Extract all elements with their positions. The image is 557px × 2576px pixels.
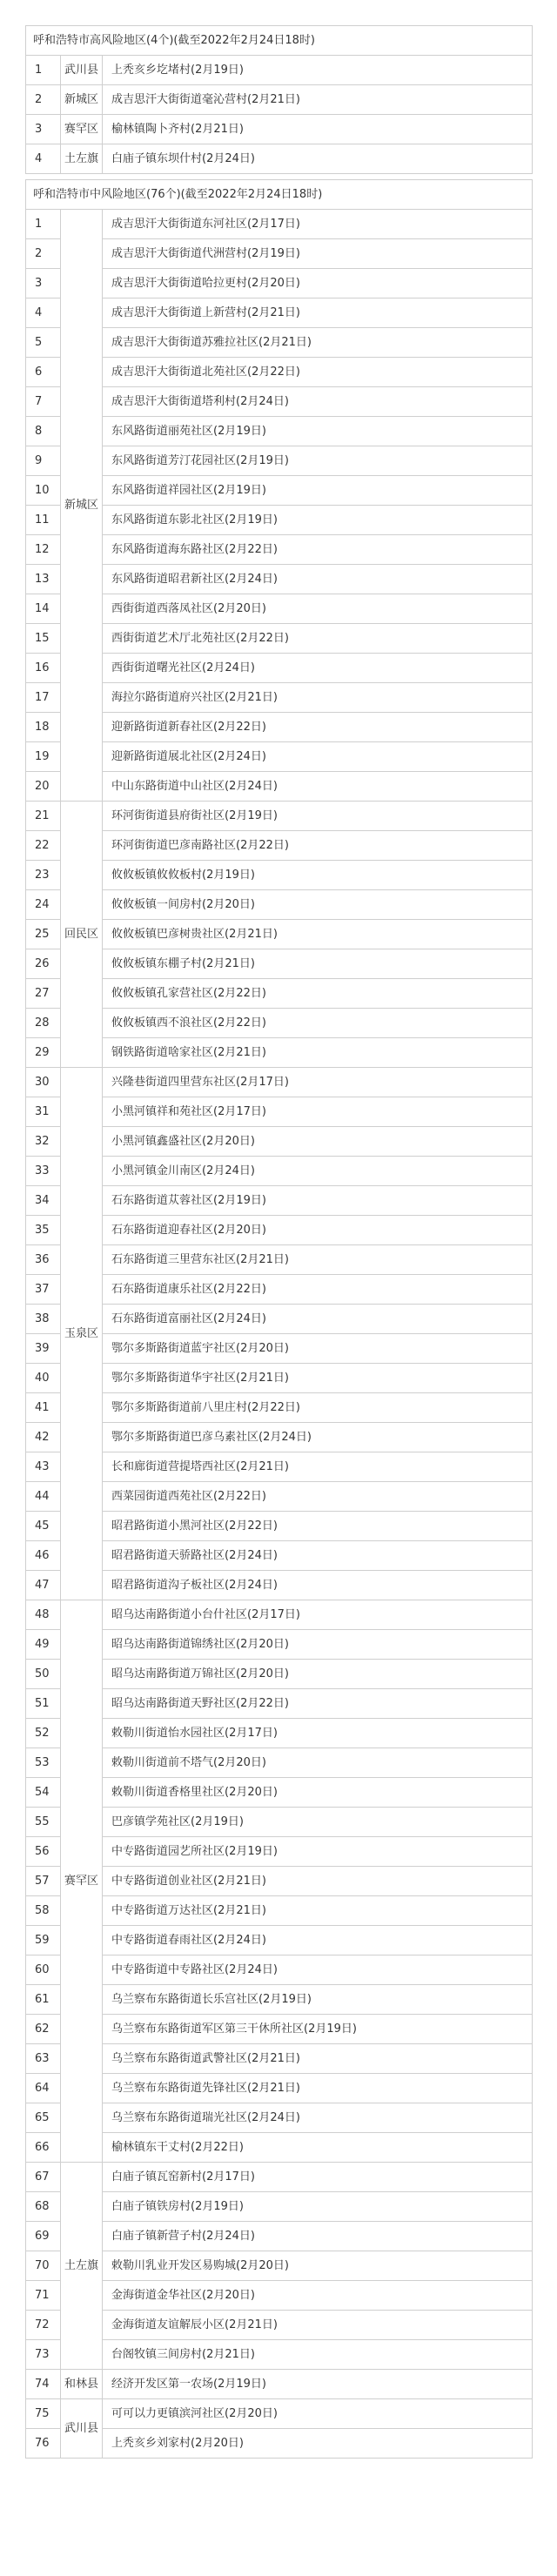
table-row bbox=[26, 1719, 533, 1748]
table-row bbox=[26, 2370, 533, 2399]
row-number: 5 bbox=[26, 328, 61, 358]
place-name: 鄂尔多斯路街道华宇社区(2月21日) bbox=[103, 1364, 533, 1393]
table-row bbox=[26, 1009, 533, 1038]
row-number: 26 bbox=[26, 949, 61, 979]
table-row bbox=[26, 476, 533, 506]
row-number: 10 bbox=[26, 476, 61, 506]
row-number: 13 bbox=[26, 565, 61, 594]
table-row bbox=[26, 2251, 533, 2281]
place-name: 乌兰察布东路街道武警社区(2月21日) bbox=[103, 2044, 533, 2074]
place-name: 鄂尔多斯路街道蓝宇社区(2月20日) bbox=[103, 1334, 533, 1364]
place-name: 东风路街道东影北社区(2月19日) bbox=[103, 506, 533, 535]
table-row bbox=[26, 1808, 533, 1837]
row-number: 66 bbox=[26, 2133, 61, 2163]
place-name: 成吉思汗大街街道上新营村(2月21日) bbox=[103, 299, 533, 328]
place-name: 石东路街道三里营东社区(2月21日) bbox=[103, 1245, 533, 1275]
table-row bbox=[26, 2340, 533, 2370]
row-number: 3 bbox=[26, 269, 61, 299]
place-name: 中专路街道创业社区(2月21日) bbox=[103, 1867, 533, 1896]
place-name: 乌兰察布东路街道长乐宫社区(2月19日) bbox=[103, 1985, 533, 2015]
place-name: 经济开发区第一农场(2月19日) bbox=[103, 2370, 533, 2399]
district-name: 赛罕区 bbox=[61, 115, 103, 144]
row-number: 4 bbox=[26, 299, 61, 328]
table-row bbox=[26, 2311, 533, 2340]
place-name: 昭乌达南路街道小台什社区(2月17日) bbox=[103, 1600, 533, 1630]
place-name: 小黑河镇金川南区(2月24日) bbox=[103, 1157, 533, 1186]
place-name: 上秃亥乡圪堵村(2月19日) bbox=[103, 56, 533, 85]
row-number: 65 bbox=[26, 2103, 61, 2133]
table-row bbox=[26, 1837, 533, 1867]
place-name: 石东路街道苁蓉社区(2月19日) bbox=[103, 1186, 533, 1216]
table-row bbox=[26, 2222, 533, 2251]
place-name: 中专路街道园艺所社区(2月19日) bbox=[103, 1837, 533, 1867]
row-number: 43 bbox=[26, 1452, 61, 1482]
place-name: 钢铁路街道啥家社区(2月21日) bbox=[103, 1038, 533, 1068]
table-row bbox=[26, 1630, 533, 1660]
table-row bbox=[26, 1364, 533, 1393]
place-name: 白庙子镇新营子村(2月24日) bbox=[103, 2222, 533, 2251]
place-name: 西街街道西落凤社区(2月20日) bbox=[103, 594, 533, 624]
table-row bbox=[26, 713, 533, 742]
table-row bbox=[26, 1660, 533, 1689]
place-name: 石东路街道康乐社区(2月22日) bbox=[103, 1275, 533, 1305]
district-name: 武川县 bbox=[61, 56, 103, 85]
row-number: 58 bbox=[26, 1896, 61, 1926]
row-number: 76 bbox=[26, 2429, 61, 2459]
row-number: 29 bbox=[26, 1038, 61, 1068]
row-number: 21 bbox=[26, 802, 61, 831]
row-number: 47 bbox=[26, 1571, 61, 1600]
row-number: 33 bbox=[26, 1157, 61, 1186]
row-number: 42 bbox=[26, 1423, 61, 1452]
row-number: 56 bbox=[26, 1837, 61, 1867]
district-name: 和林县 bbox=[61, 2370, 103, 2399]
place-name: 台阁牧镇三间房村(2月21日) bbox=[103, 2340, 533, 2370]
place-name: 成吉思汗大街街道塔利村(2月24日) bbox=[103, 387, 533, 417]
table-row bbox=[26, 1068, 533, 1097]
place-name: 上秃亥乡刘家村(2月20日) bbox=[103, 2429, 533, 2459]
place-name: 长和廊街道营提塔西社区(2月21日) bbox=[103, 1452, 533, 1482]
row-number: 23 bbox=[26, 861, 61, 890]
place-name: 成吉思汗大街街道代洲营村(2月19日) bbox=[103, 239, 533, 269]
table-row bbox=[26, 1275, 533, 1305]
table-row bbox=[26, 269, 533, 299]
row-number: 49 bbox=[26, 1630, 61, 1660]
place-name: 昭乌达南路街道天野社区(2月22日) bbox=[103, 1689, 533, 1719]
place-name: 中专路街道春雨社区(2月24日) bbox=[103, 1926, 533, 1955]
place-name: 攸攸板镇一间房村(2月20日) bbox=[103, 890, 533, 920]
table-row bbox=[26, 1393, 533, 1423]
table-title: 呼和浩特市高风险地区(4个)(截至2022年2月24日18时) bbox=[26, 26, 533, 56]
place-name: 攸攸板镇东棚子村(2月21日) bbox=[103, 949, 533, 979]
table-row bbox=[26, 1038, 533, 1068]
table-row bbox=[26, 1571, 533, 1600]
table-row bbox=[26, 2103, 533, 2133]
table-row bbox=[26, 1955, 533, 1985]
row-number: 2 bbox=[26, 85, 61, 115]
place-name: 敕勒川街道前不塔气(2月20日) bbox=[103, 1748, 533, 1778]
place-name: 乌兰察布东路街道瑞光社区(2月24日) bbox=[103, 2103, 533, 2133]
table-row bbox=[26, 358, 533, 387]
row-number: 2 bbox=[26, 239, 61, 269]
place-name: 攸攸板镇西不浪社区(2月22日) bbox=[103, 1009, 533, 1038]
table-row bbox=[26, 1157, 533, 1186]
table-row bbox=[26, 299, 533, 328]
row-number: 36 bbox=[26, 1245, 61, 1275]
row-number: 67 bbox=[26, 2163, 61, 2192]
table-row bbox=[26, 624, 533, 654]
district-name: 土左旗 bbox=[61, 144, 103, 174]
table-row bbox=[26, 210, 533, 239]
table-row bbox=[26, 2015, 533, 2044]
row-number: 69 bbox=[26, 2222, 61, 2251]
district-name: 赛罕区 bbox=[61, 1600, 103, 2163]
table-row bbox=[26, 654, 533, 683]
table-row bbox=[26, 1305, 533, 1334]
table-row bbox=[26, 1600, 533, 1630]
row-number: 3 bbox=[26, 115, 61, 144]
row-number: 72 bbox=[26, 2311, 61, 2340]
table-row bbox=[26, 535, 533, 565]
table-row bbox=[26, 890, 533, 920]
table-row bbox=[26, 1689, 533, 1719]
table-row bbox=[26, 387, 533, 417]
row-number: 27 bbox=[26, 979, 61, 1009]
row-number: 41 bbox=[26, 1393, 61, 1423]
table-row bbox=[26, 1748, 533, 1778]
table-row bbox=[26, 1216, 533, 1245]
row-number: 55 bbox=[26, 1808, 61, 1837]
place-name: 西街街道曙光社区(2月24日) bbox=[103, 654, 533, 683]
place-name: 巴彦镇学苑社区(2月19日) bbox=[103, 1808, 533, 1837]
place-name: 榆林镇陶卜齐村(2月21日) bbox=[103, 115, 533, 144]
row-number: 8 bbox=[26, 417, 61, 446]
place-name: 攸攸板镇孔家营社区(2月22日) bbox=[103, 979, 533, 1009]
table-row bbox=[26, 1127, 533, 1157]
row-number: 59 bbox=[26, 1926, 61, 1955]
row-number: 64 bbox=[26, 2074, 61, 2103]
table-row bbox=[26, 2133, 533, 2163]
row-number: 18 bbox=[26, 713, 61, 742]
row-number: 37 bbox=[26, 1275, 61, 1305]
row-number: 73 bbox=[26, 2340, 61, 2370]
place-name: 成吉思汗大街街道哈拉更村(2月20日) bbox=[103, 269, 533, 299]
table-row bbox=[26, 802, 533, 831]
row-number: 74 bbox=[26, 2370, 61, 2399]
table-row bbox=[26, 2429, 533, 2459]
place-name: 石东路街道迎春社区(2月20日) bbox=[103, 1216, 533, 1245]
district-name: 玉泉区 bbox=[61, 1068, 103, 1600]
place-name: 小黑河镇祥和苑社区(2月17日) bbox=[103, 1097, 533, 1127]
place-name: 中专路街道万达社区(2月21日) bbox=[103, 1896, 533, 1926]
table-row bbox=[26, 594, 533, 624]
row-number: 48 bbox=[26, 1600, 61, 1630]
row-number: 28 bbox=[26, 1009, 61, 1038]
table-row bbox=[26, 1867, 533, 1896]
row-number: 34 bbox=[26, 1186, 61, 1216]
row-number: 30 bbox=[26, 1068, 61, 1097]
high-risk-table bbox=[25, 25, 533, 174]
medium-risk-table bbox=[25, 179, 533, 2459]
table-row bbox=[26, 1512, 533, 1541]
table-row bbox=[26, 565, 533, 594]
row-number: 25 bbox=[26, 920, 61, 949]
row-number: 60 bbox=[26, 1955, 61, 1985]
place-name: 中山东路街道中山社区(2月24日) bbox=[103, 772, 533, 802]
place-name: 成吉思汗大街街道苏雅拉社区(2月21日) bbox=[103, 328, 533, 358]
place-name: 东风路街道芳汀花园社区(2月19日) bbox=[103, 446, 533, 476]
row-number: 46 bbox=[26, 1541, 61, 1571]
table-row bbox=[26, 2044, 533, 2074]
place-name: 昭君路街道沟子板社区(2月24日) bbox=[103, 1571, 533, 1600]
row-number: 54 bbox=[26, 1778, 61, 1808]
place-name: 石东路街道富丽社区(2月24日) bbox=[103, 1305, 533, 1334]
place-name: 环河街街道县府街社区(2月19日) bbox=[103, 802, 533, 831]
table-row bbox=[26, 742, 533, 772]
place-name: 西街街道艺术厅北苑社区(2月22日) bbox=[103, 624, 533, 654]
place-name: 海拉尔路街道府兴社区(2月21日) bbox=[103, 683, 533, 713]
place-name: 敕勒川乳业开发区易购城(2月20日) bbox=[103, 2251, 533, 2281]
table-row bbox=[26, 1334, 533, 1364]
table-row bbox=[26, 683, 533, 713]
row-number: 4 bbox=[26, 144, 61, 174]
place-name: 金海街道金华社区(2月20日) bbox=[103, 2281, 533, 2311]
place-name: 东风路街道海东路社区(2月22日) bbox=[103, 535, 533, 565]
place-name: 金海街道友谊解辰小区(2月21日) bbox=[103, 2311, 533, 2340]
place-name: 昭君路街道天骄路社区(2月24日) bbox=[103, 1541, 533, 1571]
row-number: 50 bbox=[26, 1660, 61, 1689]
place-name: 成吉思汗大街街道东河社区(2月17日) bbox=[103, 210, 533, 239]
row-number: 9 bbox=[26, 446, 61, 476]
row-number: 1 bbox=[26, 210, 61, 239]
table-title: 呼和浩特市中风险地区(76个)(截至2022年2月24日18时) bbox=[26, 180, 533, 210]
place-name: 鄂尔多斯路街道前八里庄村(2月22日) bbox=[103, 1393, 533, 1423]
place-name: 白庙子镇铁房村(2月19日) bbox=[103, 2192, 533, 2222]
row-number: 53 bbox=[26, 1748, 61, 1778]
place-name: 攸攸板镇攸攸板村(2月19日) bbox=[103, 861, 533, 890]
table-row bbox=[26, 949, 533, 979]
place-name: 中专路街道中专路社区(2月24日) bbox=[103, 1955, 533, 1985]
place-name: 敕勒川街道香格里社区(2月20日) bbox=[103, 1778, 533, 1808]
place-name: 昭乌达南路街道锦绣社区(2月20日) bbox=[103, 1630, 533, 1660]
table-row bbox=[26, 328, 533, 358]
place-name: 环河街街道巴彦南路社区(2月22日) bbox=[103, 831, 533, 861]
district-name: 新城区 bbox=[61, 85, 103, 115]
row-number: 19 bbox=[26, 742, 61, 772]
table-row bbox=[26, 1896, 533, 1926]
table-row bbox=[26, 1423, 533, 1452]
place-name: 昭乌达南路街道万锦社区(2月20日) bbox=[103, 1660, 533, 1689]
table-row bbox=[26, 1452, 533, 1482]
row-number: 1 bbox=[26, 56, 61, 85]
table-row bbox=[26, 920, 533, 949]
place-name: 榆林镇东干丈村(2月22日) bbox=[103, 2133, 533, 2163]
table-title-row bbox=[26, 180, 533, 210]
table-row bbox=[26, 979, 533, 1009]
row-number: 14 bbox=[26, 594, 61, 624]
row-number: 52 bbox=[26, 1719, 61, 1748]
table-row bbox=[26, 2399, 533, 2429]
table-row bbox=[26, 1778, 533, 1808]
row-number: 75 bbox=[26, 2399, 61, 2429]
table-row bbox=[26, 2163, 533, 2192]
row-number: 39 bbox=[26, 1334, 61, 1364]
row-number: 68 bbox=[26, 2192, 61, 2222]
row-number: 38 bbox=[26, 1305, 61, 1334]
table-row bbox=[26, 239, 533, 269]
district-name: 回民区 bbox=[61, 802, 103, 1068]
table-row bbox=[26, 446, 533, 476]
row-number: 22 bbox=[26, 831, 61, 861]
row-number: 71 bbox=[26, 2281, 61, 2311]
row-number: 24 bbox=[26, 890, 61, 920]
place-name: 乌兰察布东路街道军区第三干休所社区(2月19日) bbox=[103, 2015, 533, 2044]
row-number: 17 bbox=[26, 683, 61, 713]
place-name: 迎新路街道展北社区(2月24日) bbox=[103, 742, 533, 772]
table-title-row bbox=[26, 26, 533, 56]
place-name: 成吉思汗大街街道北苑社区(2月22日) bbox=[103, 358, 533, 387]
table-row bbox=[26, 144, 533, 174]
table-row bbox=[26, 772, 533, 802]
district-name: 新城区 bbox=[61, 210, 103, 802]
table-row bbox=[26, 85, 533, 115]
table-row bbox=[26, 2074, 533, 2103]
place-name: 兴隆巷街道四里营东社区(2月17日) bbox=[103, 1068, 533, 1097]
table-row bbox=[26, 1245, 533, 1275]
row-number: 63 bbox=[26, 2044, 61, 2074]
row-number: 51 bbox=[26, 1689, 61, 1719]
place-name: 攸攸板镇巴彦树贵社区(2月21日) bbox=[103, 920, 533, 949]
row-number: 62 bbox=[26, 2015, 61, 2044]
table-row bbox=[26, 2192, 533, 2222]
place-name: 东风路街道祥园社区(2月19日) bbox=[103, 476, 533, 506]
table-row bbox=[26, 1482, 533, 1512]
row-number: 40 bbox=[26, 1364, 61, 1393]
place-name: 西菜园街道西苑社区(2月22日) bbox=[103, 1482, 533, 1512]
place-name: 小黑河镇鑫盛社区(2月20日) bbox=[103, 1127, 533, 1157]
place-name: 鄂尔多斯路街道巴彦乌素社区(2月24日) bbox=[103, 1423, 533, 1452]
table-row bbox=[26, 2281, 533, 2311]
place-name: 乌兰察布东路街道先锋社区(2月21日) bbox=[103, 2074, 533, 2103]
table-row bbox=[26, 1985, 533, 2015]
row-number: 44 bbox=[26, 1482, 61, 1512]
row-number: 15 bbox=[26, 624, 61, 654]
table-row bbox=[26, 1186, 533, 1216]
table-row bbox=[26, 861, 533, 890]
place-name: 白庙子镇东坝什村(2月24日) bbox=[103, 144, 533, 174]
row-number: 7 bbox=[26, 387, 61, 417]
row-number: 45 bbox=[26, 1512, 61, 1541]
table-row bbox=[26, 1097, 533, 1127]
table-row bbox=[26, 506, 533, 535]
place-name: 可可以力更镇滨河社区(2月20日) bbox=[103, 2399, 533, 2429]
table-row bbox=[26, 1541, 533, 1571]
table-row bbox=[26, 56, 533, 85]
row-number: 16 bbox=[26, 654, 61, 683]
table-row bbox=[26, 417, 533, 446]
row-number: 35 bbox=[26, 1216, 61, 1245]
place-name: 东风路街道丽苑社区(2月19日) bbox=[103, 417, 533, 446]
district-name: 武川县 bbox=[61, 2399, 103, 2459]
place-name: 敕勒川街道怡水园社区(2月17日) bbox=[103, 1719, 533, 1748]
place-name: 成吉思汗大街街道毫沁营村(2月21日) bbox=[103, 85, 533, 115]
row-number: 20 bbox=[26, 772, 61, 802]
district-name: 土左旗 bbox=[61, 2163, 103, 2370]
row-number: 12 bbox=[26, 535, 61, 565]
row-number: 6 bbox=[26, 358, 61, 387]
place-name: 迎新路街道新春社区(2月22日) bbox=[103, 713, 533, 742]
table-row bbox=[26, 115, 533, 144]
row-number: 70 bbox=[26, 2251, 61, 2281]
row-number: 31 bbox=[26, 1097, 61, 1127]
row-number: 32 bbox=[26, 1127, 61, 1157]
table-row bbox=[26, 831, 533, 861]
row-number: 11 bbox=[26, 506, 61, 535]
place-name: 东风路街道昭君新社区(2月24日) bbox=[103, 565, 533, 594]
table-row bbox=[26, 1926, 533, 1955]
place-name: 昭君路街道小黑河社区(2月22日) bbox=[103, 1512, 533, 1541]
row-number: 61 bbox=[26, 1985, 61, 2015]
place-name: 白庙子镇瓦窑新村(2月17日) bbox=[103, 2163, 533, 2192]
row-number: 57 bbox=[26, 1867, 61, 1896]
